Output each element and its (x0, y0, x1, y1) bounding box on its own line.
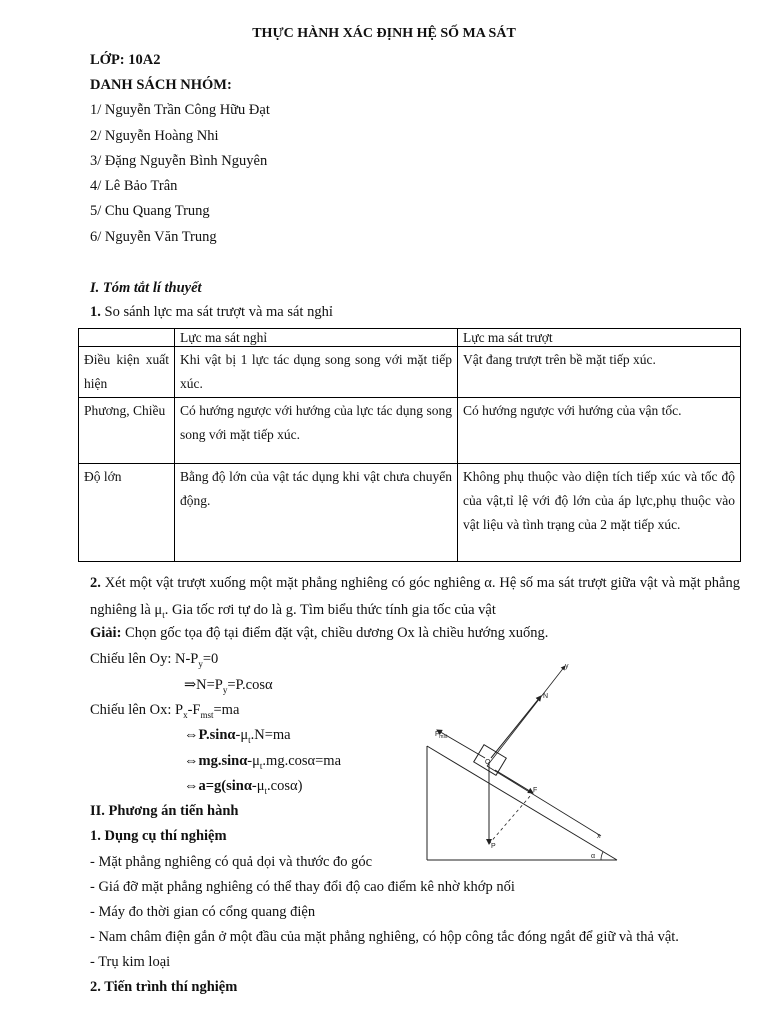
label-fmst-main: F (435, 731, 440, 738)
table-cell: Độ lớn (79, 464, 175, 562)
question1 (90, 304, 333, 321)
s2-sub: t (259, 760, 263, 771)
table-header-cell (79, 329, 175, 347)
list-item: - Mặt phẳng nghiêng có quả dọi và thước đo góc (90, 854, 373, 870)
oy-eq-end: =0 (202, 651, 219, 667)
oy-res-sub: y (222, 684, 228, 695)
ox-f-sub: mst (200, 709, 214, 720)
y-axis (487, 666, 565, 766)
mu-subscript: t (162, 609, 165, 620)
section1-heading: I. Tóm tắt lí thuyết (90, 280, 202, 296)
s3-end: .cosα) (267, 778, 303, 794)
table-cell: Điều kiện xuất hiện (79, 347, 175, 398)
oy-sub: y (198, 658, 203, 669)
s3-bold: a=g(sinα (198, 778, 252, 794)
table-header-row (79, 329, 741, 347)
oy-label: Chiếu lên Oy: (90, 651, 172, 667)
oy-result (184, 677, 273, 695)
table-cell: Bằng độ lớn của vật tác dụng khi vật chưa chuyển động. (175, 464, 458, 562)
page-title: THỰC HÀNH XÁC ĐỊNH HỆ SỐ MA SÁT (252, 26, 516, 41)
solution-label: Giải: (90, 625, 122, 641)
angle-arc (601, 852, 603, 860)
section2-subheading-2: 2. Tiến trình thí nghiệm (90, 979, 238, 995)
table-row (79, 464, 741, 562)
table-cell: Vật đang trượt trên bề mặt tiếp xúc. (458, 347, 741, 398)
ox-step3 (184, 778, 302, 796)
s1-pre: ⇔ (184, 727, 199, 743)
oy-projection (90, 651, 218, 669)
table-header-cell: Lực ma sát nghỉ (175, 329, 458, 347)
label-f: F (533, 787, 538, 794)
q2-number: 2. (90, 575, 101, 591)
oy-res-end: =P.cosα (227, 677, 273, 693)
ox-label: Chiếu lên Ox: (90, 702, 172, 718)
s1-end: .N=ma (250, 727, 291, 743)
normal-force-arrow (491, 696, 541, 758)
list-item: - Trụ kim loại (90, 954, 171, 970)
label-alpha: α (591, 853, 596, 860)
ox-p-sub: x (183, 709, 188, 720)
projection-dashed-line (489, 795, 531, 844)
q1-number: 1. (90, 304, 101, 320)
s2-end: .mg.cosα=ma (262, 753, 342, 769)
s3-mid: -μ (251, 778, 265, 794)
list-item: 3/ Đặng Nguyễn Bình Nguyên (90, 153, 268, 169)
s2-mid: -μ (247, 753, 260, 769)
list-item: 6/ Nguyễn Văn Trung (90, 229, 217, 245)
s3-sub: t (264, 785, 268, 796)
list-item: 2/ Nguyễn Hoàng Nhi (90, 128, 219, 144)
s1-mid: -μ (235, 727, 249, 743)
section2-heading: II. Phương án tiến hành (90, 803, 239, 819)
ox-step1 (184, 727, 291, 745)
s3-pre: ⇔ (184, 778, 199, 794)
list-item: - Giá đỡ mặt phẳng nghiêng có thể thay đổi độ cao điểm kê nhờ khớp nối (90, 879, 515, 895)
q2-text-a: Xét một vật trượt xuống một mặt phẳng nghiêng có góc nghiêng α. Hệ số ma sát trượt giữa vật và mặt phẳng nghiêng là μ (90, 575, 740, 618)
list-item: - Nam châm điện gắn ở một đầu của mặt phẳng nghiêng, có hộp công tắc đóng ngắt để giữ và thả vật. (90, 929, 679, 945)
group-heading: DANH SÁCH NHÓM: (90, 77, 232, 93)
ox-step2 (184, 753, 341, 771)
label-fmst-sub: mst (439, 734, 448, 740)
label-x: x (597, 833, 601, 840)
solution-line (90, 625, 548, 642)
oy-res-pre: ⇒N=P (184, 677, 223, 693)
table-cell: Phương, Chiều (79, 398, 175, 464)
incline-diagram (405, 658, 625, 868)
parallel-component-arrow (495, 770, 533, 793)
s1-sub: t (248, 734, 251, 745)
list-item: 4/ Lê Bảo Trân (90, 178, 178, 194)
q2-text-b: . Gia tốc rơi tự do là g. Tìm biểu thức tính gia tốc của vật (164, 602, 496, 618)
list-item: 1/ Nguyễn Trần Công Hữu Đạt (90, 102, 270, 118)
table-cell: Không phụ thuộc vào diện tích tiếp xúc và tốc độ của vật,tỉ lệ với độ lớn của áp lực,phụ thuộc vào vật liệu và tình trạng của 2 mặt tiếp xúc. (458, 464, 741, 562)
list-item: - Máy đo thời gian có cổng quang điện (90, 904, 316, 920)
s1-bold: P.sinα (198, 727, 236, 743)
class-line: LỚP: 10A2 (90, 52, 161, 68)
q1-text: So sánh lực ma sát trượt và ma sát nghỉ (100, 304, 333, 320)
label-n: N (543, 693, 549, 700)
question2 (90, 570, 740, 629)
oy-eq: N-P (174, 651, 199, 667)
table-cell: Khi vật bị 1 lực tác dụng song song với mặt tiếp xúc. (175, 347, 458, 398)
label-o: O (485, 759, 491, 766)
table-cell: Có hướng ngược với hướng của vận tốc. (458, 398, 741, 464)
label-y: y (565, 663, 569, 670)
label-p: P (491, 843, 496, 850)
incline-slope (427, 746, 617, 860)
ox-end: =ma (213, 702, 240, 718)
table-header-cell: Lực ma sát trượt (458, 329, 741, 347)
s2-pre: ⇔ (184, 753, 199, 769)
solution-text: Chọn gốc tọa độ tại điểm đặt vật, chiều dương Ox là chiều hướng xuống. (121, 625, 549, 641)
section2-subheading-1: 1. Dụng cụ thí nghiệm (90, 828, 227, 844)
x-axis (487, 766, 601, 836)
list-item: 5/ Chu Quang Trung (90, 203, 210, 219)
ox-projection (90, 702, 239, 720)
table-row (79, 398, 741, 464)
ox-f: -F (187, 702, 201, 718)
table-cell: Có hướng ngược với hướng của lực tác dụng song song với mặt tiếp xúc. (175, 398, 458, 464)
s2-bold: mg.sinα (198, 753, 248, 769)
ox-p: P (174, 702, 184, 718)
comparison-table (78, 328, 741, 562)
table-row (79, 347, 741, 398)
